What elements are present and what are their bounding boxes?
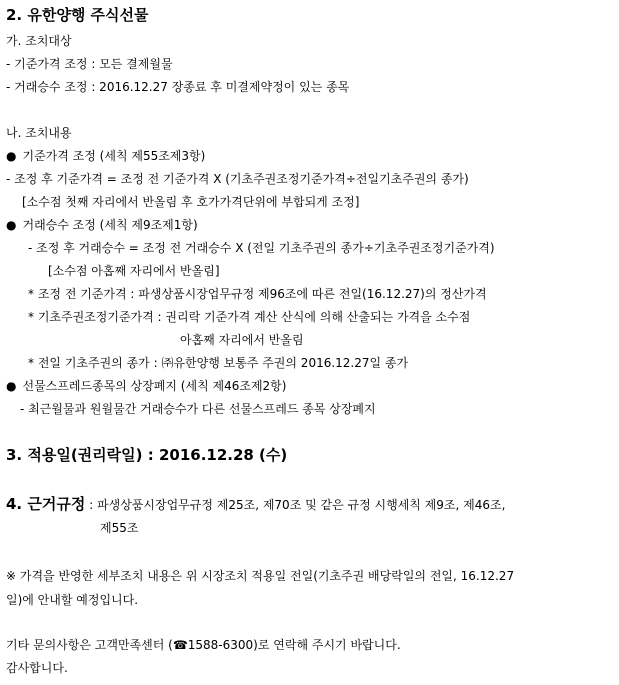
section-2-na-title: 나. 조치내용	[6, 126, 72, 140]
bullet-multiplier-adjust	[6, 217, 198, 233]
closing-thanks: 감사합니다.	[6, 661, 68, 675]
note-adjusted-base-price: * 기초주권조정기준가격 : 권리락 기준가격 계산 산식에 의해 산출되는 가격을 소수점	[28, 310, 471, 324]
section-4-line2: 제55조	[100, 521, 139, 535]
section-4-line1	[6, 495, 505, 513]
ga-item-base-price: - 기준가격 조정 : 모든 결제월물	[6, 57, 173, 71]
section-2-ga-title: 가. 조치대상	[6, 34, 72, 48]
note-adjusted-base-price-cont: 아홉째 자리에서 반올림	[180, 333, 304, 347]
rounding-rule-base-price: [소수점 첫째 자리에서 반올림 후 호가가격단위에 부합되게 조정]	[22, 195, 360, 209]
bullet-icon: ●	[6, 218, 17, 232]
bullet-title: 기준가격 조정 (세칙 제55조제3항)	[22, 149, 206, 163]
formula-multiplier: - 조정 후 거래승수 = 조정 전 거래승수 X (전일 기초주권의 종가÷기초주권조정기준가격)	[28, 241, 495, 255]
spread-delisting-detail: - 최근월물과 원월물간 거래승수가 다른 선물스프레드 종목 상장폐지	[20, 402, 376, 416]
bullet-title: 선물스프레드종목의 상장폐지 (세칙 제46조제2항)	[22, 379, 287, 393]
bullet-title: 거래승수 조정 (세칙 제9조제1항)	[22, 218, 198, 232]
note-pre-adjust-base-price: * 조정 전 기준가격 : 파생상품시장업무규정 제96조에 따른 전일(16.12.27)의 정산가격	[28, 287, 487, 301]
bullet-icon: ●	[6, 149, 17, 163]
bullet-icon: ●	[6, 379, 17, 393]
contact-info: 기타 문의사항은 고객만족센터 (☎1588-6300)로 연락해 주시기 바랍니다.	[6, 638, 401, 652]
formula-base-price: - 조정 후 기준가격 = 조정 전 기준가격 X (기초주권조정기준가격÷전일기초주권의 종가)	[6, 172, 469, 186]
section-3-title: 3. 적용일(권리락일) : 2016.12.28 (수)	[6, 446, 288, 464]
bullet-base-price-adjust	[6, 148, 205, 164]
bullet-spread-delisting	[6, 378, 286, 394]
note-previous-close: * 전일 기초주권의 종가 : ㈜유한양행 보통주 주권의 2016.12.27일 종가	[28, 356, 409, 370]
note-detail-schedule: ※ 가격을 반영한 세부조치 내용은 위 시장조치 적용일 전일(기초주권 배당락일의 전일, 16.12.27	[6, 569, 515, 583]
section-4-text: : 파생상품시장업무규정 제25조, 제70조 및 같은 규정 시행세칙 제9조, 제46조,	[89, 498, 506, 512]
note-detail-schedule-cont: 일)에 안내할 예정입니다.	[6, 593, 139, 607]
ga-item-multiplier: - 거래승수 조정 : 2016.12.27 장종료 후 미결제약정이 있는 종목	[6, 80, 350, 94]
section-2-title: 2. 유한양행 주식선물	[6, 6, 149, 24]
section-4-title: 4. 근거규정	[6, 495, 86, 513]
rounding-rule-multiplier: [소수점 아홉째 자리에서 반올림]	[48, 264, 220, 278]
